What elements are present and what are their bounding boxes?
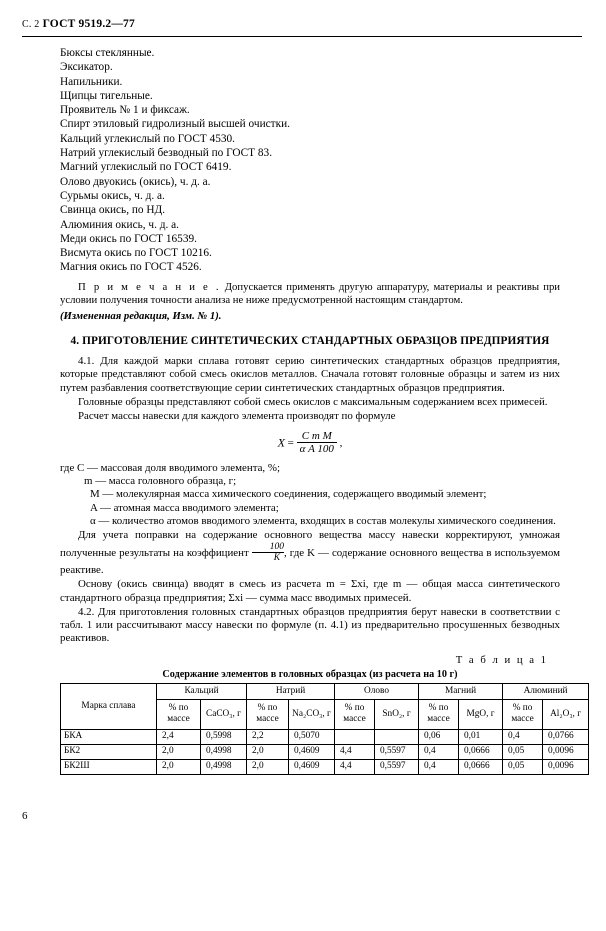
subcol-al-percent: % по массе [503,699,543,729]
list-item: Натрий углекислый безводный по ГОСТ 83. [60,147,273,160]
subcol-na-percent: % по массе [247,699,289,729]
group-sodium: Натрий [247,683,335,699]
cell: 0,05 [503,744,543,759]
table-header-groups [61,683,589,699]
subcol-al-mass: Al₂O₃, г [543,699,589,729]
group-magnesium: Магний [419,683,503,699]
definition-mm: M — молекулярная масса химического соединения, содержащего вводимый элемент; [90,488,487,501]
cell: 2,0 [157,744,201,759]
definition-m: m — масса головного образца, г; [84,475,237,488]
header-rule [22,36,582,37]
formula-fraction [297,430,337,456]
cell [335,729,375,744]
group-aluminium: Алюминий [503,683,589,699]
cell: 0,5070 [289,729,335,744]
definition-line [60,515,560,528]
note-text: Допускается применять другую аппаратуру, материалы и реактивы при условии получения точности анализа не ниже предусмотренной настоящим стандартом. [60,280,561,306]
elements-table [60,683,589,775]
cell [375,729,419,744]
cell: 0,4609 [289,744,335,759]
cell: 0,4609 [289,759,335,774]
cell: 4,4 [335,759,375,774]
list-item: Щипцы тигельные. [60,89,153,102]
cell: 2,2 [247,729,289,744]
formula-denominator: α A 100 [299,442,334,455]
list-item: Магния окись по ГОСТ 4526. [60,261,202,274]
revision-note: (Измененная редакция, Изм. № 1). [60,310,222,323]
definition-line [60,462,560,475]
list-item: Олово двуокись (окись), ч. д. а. [60,175,211,188]
table-title: Содержание элементов в головных образцах (из расчета на 10 г) [162,668,458,680]
cell: 0,4 [503,729,543,744]
correction-fraction-num: 100 [252,542,284,553]
cell: 0,0096 [543,744,589,759]
definition-c: C — массовая доля вводимого элемента, %; [77,461,280,474]
list-item: Бюксы стеклянные. [60,47,155,59]
page-header [22,18,582,30]
table-label: Т а б л и ц а 1 [455,653,548,666]
cell: 0,0096 [543,759,589,774]
header-page-mark: С. 2 [22,19,40,30]
definition-alpha: α — количество атомов вводимого элемента, входящих в состав молекулы химического соединения. [90,515,556,528]
paragraph-calc-intro: Расчет массы навески для каждого элемента производят по формуле [78,410,396,423]
list-item: Напильники. [60,75,123,88]
page-number: 6 [22,810,28,822]
cell: 4,4 [335,744,375,759]
cell: 0,06 [419,729,459,744]
subcol-mg-percent: % по массе [419,699,459,729]
table-row [61,759,589,774]
cell: 0,01 [459,729,503,744]
materials-list [60,46,560,275]
subcol-sn-mass: SnO₂, г [375,699,419,729]
group-tin: Олово [335,683,419,699]
cell: 2,0 [247,759,289,774]
subcol-mg-mass: MgO, г [459,699,503,729]
cell: 2,4 [157,729,201,744]
note-block [60,281,560,307]
paragraph-head-samples: Головные образцы представляют собой смесь окислов с максимальным содержанием всех примесей. [78,396,548,409]
list-item: Спирт этиловый гидролизный высшей очистки. [60,118,290,131]
definitions-intro: где [60,461,75,474]
definition-line [60,475,560,488]
formula-comma: , [339,436,343,449]
row-mark: БКА [61,729,157,744]
cell: 2,0 [247,744,289,759]
header-standard: ГОСТ 9519.2—77 [42,18,135,30]
note-label: П р и м е ч а н и е . [78,280,221,293]
list-item: Алюминия окись, ч. д. а. [60,218,179,231]
cell: 0,4998 [201,759,247,774]
cell: 2,0 [157,759,201,774]
section-title: 4. ПРИГОТОВЛЕНИЕ СИНТЕТИЧЕСКИХ СТАНДАРТНЫХ ОБРАЗЦОВ ПРЕДПРИЯТИЯ [70,335,550,348]
row-mark: БК2Ш [61,759,157,774]
paragraph-4-1: 4.1. Для каждой марки сплава готовят серию синтетических стандартных образцов предприятия, которые представляют собой смесь окислов металлов. Сначала готовят головные образцы и затем из них путем разбавления соответствующие серии синтетических стандартных образцов предприятия. [60,355,560,394]
cell: 0,0666 [459,759,503,774]
list-item: Сурьмы окись, ч. д. а. [60,189,165,202]
paragraph-4-2: 4.2. Для приготовления головных стандартных образцов предприятия берут навески в соответствии с табл. 1 или рассчитывают массу навески по формуле (п. 4.1) из предварительно просушенных безводных реактивов. [60,605,560,645]
definition-a: A — атомная масса вводимого элемента; [90,501,279,514]
formula-numerator: C m M [297,430,337,443]
cell: 0,4 [419,759,459,774]
cell: 0,5998 [201,729,247,744]
formula-lhs: Χ [277,435,285,450]
cell: 0,5597 [375,744,419,759]
cell: 0,4 [419,744,459,759]
subcol-sn-percent: % по массе [335,699,375,729]
cell: 0,05 [503,759,543,774]
subcol-ca-mass: CaCO₃, г [201,699,247,729]
formula-mass [60,430,560,456]
cell: 0,0666 [459,744,503,759]
group-calcium: Кальций [157,683,247,699]
subcol-na-mass: Na₂CO₃, г [289,699,335,729]
formula-equals: = [287,436,294,449]
row-mark: БК2 [61,744,157,759]
correction-fraction-den: K [273,552,281,563]
correction-fraction [252,542,284,564]
paragraph-base: Основу (окись свинца) вводят в смесь из расчета m = Σxi, где m — общая масса синтетического стандартного образца предприятия; Σxi — сумма масс вводимых примесей. [60,578,560,604]
list-item: Кальций углекислый по ГОСТ 4530. [60,132,235,145]
list-item: Свинца окись, по НД. [60,204,166,217]
list-item: Эксикатор. [60,61,113,74]
table-row [61,744,589,759]
col-mark: Марка сплава [61,683,157,729]
page-content [60,46,582,775]
correction-text-1: Для учета поправки на содержание основного вещества массу навески корректируют, умножая полученные результаты на коэффициент [60,528,560,559]
list-item: Магний углекислый по ГОСТ 6419. [60,161,232,174]
definition-line [60,488,560,501]
definition-line [60,502,560,515]
table-row [61,729,589,744]
paragraph-correction [60,529,560,578]
correction-text-2: , где K — содержание основного вещества в используемом реактиве. [60,546,560,576]
cell: 0,5597 [375,759,419,774]
cell: 0,0766 [543,729,589,744]
list-item: Висмута окись по ГОСТ 10216. [60,247,212,260]
formula-definitions [60,462,560,529]
list-item: Проявитель № 1 и фиксаж. [60,104,190,117]
subcol-ca-percent: % по массе [157,699,201,729]
list-item: Меди окись по ГОСТ 16539. [60,232,197,245]
cell: 0,4998 [201,744,247,759]
